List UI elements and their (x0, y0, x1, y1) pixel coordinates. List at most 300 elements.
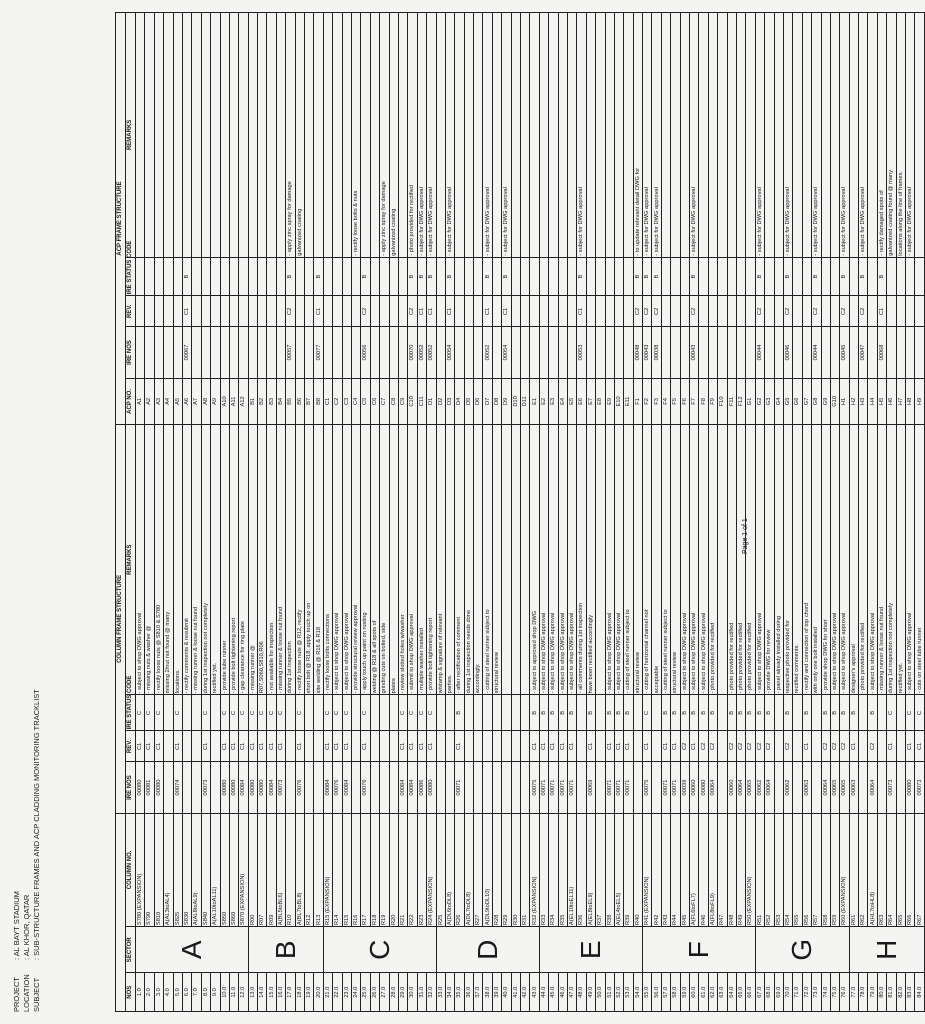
table-row (558, 13, 567, 1012)
cell-nos: 81.0 (887, 973, 896, 1012)
cell-remarks: - subject to shop DWG approval (614, 425, 623, 695)
cell-remarks: locations. (173, 425, 182, 695)
cell-column-no: R10 (286, 813, 295, 926)
cell-acp-no: C5 (361, 378, 370, 424)
cell-remarks: - rectify loose nuts @ S810 & S780 (154, 425, 163, 695)
cell-acp-ire-nos: 00077 (314, 327, 323, 378)
cell-acp-remarks (614, 13, 623, 258)
table-row (624, 13, 633, 1012)
cell-nos: 17.0 (286, 973, 295, 1012)
cell-acp-ire-nos: 00047 (859, 327, 868, 378)
cell-column-no: S870 (EXPANSION) (239, 813, 248, 926)
cell-rev: C1 (239, 731, 248, 762)
cell-rev: C2 (680, 731, 689, 762)
cell-ire-status: C (417, 695, 426, 731)
cell-remarks: acceptable (652, 425, 661, 695)
cell-rev: C1 (530, 731, 539, 762)
cell-acp-ire-nos: 00070 (408, 327, 417, 378)
cell-remarks: rectified comments. (793, 425, 802, 695)
cell-acp-remarks (596, 13, 605, 258)
table-row (286, 13, 295, 1012)
cell-nos: 36.0 (464, 973, 473, 1012)
cell-acp-status (671, 257, 680, 296)
cell-acp-rev (614, 296, 623, 327)
cell-nos: 62.0 (708, 973, 717, 1012)
cell-ire-nos: 00071 (671, 762, 680, 813)
cell-rev: C1 (558, 731, 567, 762)
cell-ire-status: B (614, 695, 623, 731)
cell-column-no: R34 (549, 813, 558, 926)
cell-remarks: - cutting of horizontal channel not (643, 425, 652, 695)
cell-column-no: R28 (492, 813, 501, 926)
cell-remarks: - after rectification of comment (455, 425, 464, 695)
cell-ire-nos: 00064 (765, 762, 774, 813)
cell-acp-status (586, 257, 595, 296)
cell-ire-nos: 00080 (220, 762, 229, 813)
cell-ire-nos: 00084 (342, 762, 351, 813)
cell-rev (652, 731, 661, 762)
cell-ire-nos: 00080 (427, 762, 436, 813)
cell-acp-status (915, 257, 924, 296)
cell-rev: C2 (727, 731, 736, 762)
cell-ire-nos (305, 762, 314, 813)
cell-column-no: R00 (248, 813, 257, 926)
cell-rev (436, 731, 445, 762)
cell-rev: C1 (605, 731, 614, 762)
cell-acp-rev (342, 296, 351, 327)
cell-ire-status: B (624, 695, 633, 731)
sector-cell: A (136, 927, 249, 973)
cell-column-no: A(EL10toEL11) (567, 813, 576, 926)
cell-acp-ire-nos (164, 327, 173, 378)
cell-ire-status (164, 695, 173, 731)
cell-acp-remarks: - subject for DWG approval (906, 13, 915, 258)
cell-column-no: R09 (267, 813, 276, 926)
cell-nos: 10.0 (220, 973, 229, 1012)
cell-nos: 59.0 (680, 973, 689, 1012)
cell-column-no: A(BL7toBL8) (295, 813, 304, 926)
page-number: Page 1 of 1 (742, 518, 749, 554)
cell-column-no: R20 (389, 813, 398, 926)
cell-acp-no: B7 (305, 378, 314, 424)
table-row (201, 13, 210, 1012)
cell-acp-no: F6 (680, 378, 689, 424)
cell-ire-nos (164, 762, 173, 813)
cell-acp-rev: C2 (408, 296, 417, 327)
cell-remarks: - subject to shop DWG approval (567, 425, 576, 695)
cell-remarks: - multiple washer installed (417, 425, 426, 695)
cell-remarks: during 1st inspection not completely (201, 425, 210, 695)
cell-column-no: R32 (EXPANSION) (530, 813, 539, 926)
cell-acp-no: B6 (295, 378, 304, 424)
cell-rev (577, 731, 586, 762)
cell-acp-no: G4 (774, 378, 783, 424)
cell-acp-status (530, 257, 539, 296)
cell-remarks: - submit to shop DWG approval (408, 425, 417, 695)
cell-rev: C1 (427, 731, 436, 762)
cell-nos: 48.0 (577, 973, 586, 1012)
cell-ire-nos: 00065 (840, 762, 849, 813)
cell-acp-no: B8 (314, 378, 323, 424)
cell-remarks: - missing runner & loose nut found (192, 425, 201, 695)
cell-ire-nos (596, 762, 605, 813)
cell-acp-rev (380, 296, 389, 327)
cell-acp-ire-nos (455, 327, 464, 378)
cell-acp-rev (727, 296, 736, 327)
cell-remarks (502, 425, 511, 695)
cell-acp-rev (201, 296, 210, 327)
cell-nos: 47.0 (567, 973, 576, 1012)
cell-column-no: R48 (727, 813, 736, 926)
cell-ire-status: C (248, 695, 257, 731)
table-row (755, 13, 764, 1012)
cell-acp-status: B (840, 257, 849, 296)
header-remarks: REMARKS (126, 425, 136, 695)
cell-acp-status (295, 257, 304, 296)
cell-acp-remarks (164, 13, 173, 258)
cell-nos: 55.0 (643, 973, 652, 1012)
cell-ire-status: B (690, 695, 699, 731)
cell-acp-remarks: galvanized coating (295, 13, 304, 258)
cell-ire-status: C (276, 695, 285, 731)
cell-acp-status (173, 257, 182, 296)
column-header-row (126, 13, 136, 1012)
cell-acp-no: A11 (229, 378, 238, 424)
table-row (455, 13, 464, 1012)
cell-column-no: R50 (EXPANSION) (746, 813, 755, 926)
cell-acp-no: E7 (586, 378, 595, 424)
cell-acp-remarks: - rectify damaged spots of (877, 13, 886, 258)
cell-rev (502, 731, 511, 762)
cell-remarks: R07,S060,S810,R06 (258, 425, 267, 695)
cell-ire-nos: 00039 (680, 762, 689, 813)
cell-nos: 74.0 (821, 973, 830, 1012)
cell-column-no: S780 (EXPANSION) (136, 813, 145, 926)
cell-ire-status: B (586, 695, 595, 731)
cell-column-no: R31 (521, 813, 530, 926)
cell-nos: 64.0 (727, 973, 736, 1012)
cell-ire-status: B (455, 695, 464, 731)
cell-acp-rev (239, 296, 248, 327)
table-row (370, 13, 379, 1012)
cell-acp-ire-nos (380, 327, 389, 378)
cell-rev (464, 731, 473, 762)
cell-ire-status (718, 695, 727, 731)
table-row (267, 13, 276, 1012)
cell-ire-nos (436, 762, 445, 813)
cell-ire-status: C (342, 695, 351, 731)
cell-nos: 7.0 (192, 973, 201, 1012)
cell-acp-ire-nos (351, 327, 360, 378)
cell-rev (521, 731, 530, 762)
cell-acp-status (154, 257, 163, 296)
cell-ire-nos: 00084 (408, 762, 417, 813)
cell-column-no: R55 (793, 813, 802, 926)
cell-rev: C1 (398, 731, 407, 762)
location-label: LOCATION (22, 974, 31, 1012)
cell-remarks: during 1st inspection not completely (887, 425, 896, 695)
cell-column-no: R23 (417, 813, 426, 926)
cell-nos: 32.0 (427, 973, 436, 1012)
table-row (549, 13, 558, 1012)
table-row (295, 13, 304, 1012)
table-row (136, 13, 145, 1012)
cell-acp-remarks (314, 13, 323, 258)
header-column-no: COLUMN NO. (126, 813, 136, 926)
cell-acp-no: A1 (136, 378, 145, 424)
cell-ire-status: B (539, 695, 548, 731)
sector-cell: B (248, 927, 323, 973)
cell-acp-status (258, 257, 267, 296)
cell-acp-no: A10 (220, 378, 229, 424)
cell-acp-no: G9 (821, 378, 830, 424)
table-row (248, 13, 257, 1012)
cell-remarks: missing 2/nut not found @ many (164, 425, 173, 695)
cell-rev: C1 (849, 731, 858, 762)
cell-acp-no: F10 (718, 378, 727, 424)
cell-acp-rev (699, 296, 708, 327)
cell-ire-nos: 00076 (361, 762, 370, 813)
cell-column-no: R24 (EXPANSION) (427, 813, 436, 926)
cell-rev (793, 731, 802, 762)
header-sector: SECTOR (126, 927, 136, 973)
cell-remarks: - not available for inspection (267, 425, 276, 695)
cell-ire-status: C (361, 695, 370, 731)
cell-column-no: R47 (718, 813, 727, 926)
cell-ire-status (896, 695, 905, 731)
cell-ire-nos (474, 762, 483, 813)
cell-column-no: A(HL7toHL8) (868, 813, 877, 926)
cell-acp-ire-nos (173, 327, 182, 378)
table-row (530, 13, 539, 1012)
cell-column-no: S825 (173, 813, 182, 926)
cell-column-no: A(DL9toDL10) (483, 813, 492, 926)
cell-remarks: grinding cuts on bolted, side (380, 425, 389, 695)
cell-acp-remarks (398, 13, 407, 258)
cell-acp-rev: C2 (859, 296, 868, 327)
cell-rev (511, 731, 520, 762)
cell-nos: 39.0 (492, 973, 501, 1012)
cell-acp-status (239, 257, 248, 296)
cell-acp-ire-nos: 00053 (577, 327, 586, 378)
cell-nos: 22.0 (333, 973, 342, 1012)
cell-acp-no: C4 (351, 378, 360, 424)
cell-acp-remarks (680, 13, 689, 258)
cell-ire-status: B (605, 695, 614, 731)
project-value: : AL BAYT STADIUM (12, 891, 21, 960)
cell-acp-status (624, 257, 633, 296)
cell-acp-rev (793, 296, 802, 327)
subject-label: SUBJECT (32, 977, 41, 1012)
cell-acp-ire-nos (192, 327, 201, 378)
cell-acp-rev: C1 (417, 296, 426, 327)
table-row (154, 13, 163, 1012)
cell-acp-ire-nos (305, 327, 314, 378)
cell-acp-no: C2 (333, 378, 342, 424)
cell-acp-status: B (286, 257, 295, 296)
cell-acp-ire-nos (605, 327, 614, 378)
cell-column-no: R49 (737, 813, 746, 926)
cell-acp-rev (323, 296, 332, 327)
cell-nos: 68.0 (765, 973, 774, 1012)
cell-acp-status (276, 257, 285, 296)
cell-acp-remarks (333, 13, 342, 258)
table-row (877, 13, 886, 1012)
cell-acp-status: B (877, 257, 886, 296)
cell-acp-rev (868, 296, 877, 327)
cell-ire-nos: 00065 (830, 762, 839, 813)
cell-acp-no: F3 (652, 378, 661, 424)
cell-acp-rev (389, 296, 398, 327)
cell-remarks: site welding @ R16 & R18 (314, 425, 323, 695)
cell-column-no: R46 (699, 813, 708, 926)
cell-acp-ire-nos: 00038 (652, 327, 661, 378)
cell-acp-rev (661, 296, 670, 327)
cell-column-no: R14 (333, 813, 342, 926)
cell-ire-status: C (427, 695, 436, 731)
cell-acp-status (351, 257, 360, 296)
cell-nos: 66.0 (746, 973, 755, 1012)
cell-ire-status: C (398, 695, 407, 731)
cell-acp-rev (915, 296, 924, 327)
table-row (182, 13, 191, 1012)
cell-acp-remarks: galvanized coating (389, 13, 398, 258)
cell-acp-ire-nos (614, 327, 623, 378)
cell-rev: C1 (614, 731, 623, 762)
cell-acp-status: B (643, 257, 652, 296)
cell-ire-nos (521, 762, 530, 813)
cell-acp-remarks (793, 13, 802, 258)
cell-nos: 13.0 (248, 973, 257, 1012)
cell-acp-no: A5 (173, 378, 182, 424)
cell-ire-nos: 00063 (802, 762, 811, 813)
cell-acp-status (774, 257, 783, 296)
cell-column-no: S850 (220, 813, 229, 926)
cell-ire-nos (492, 762, 501, 813)
cell-acp-status: B (859, 257, 868, 296)
cell-rev (314, 731, 323, 762)
cell-remarks: - missing nuts & washer @ (145, 425, 154, 695)
cell-acp-status (793, 257, 802, 296)
cell-nos: 16.0 (276, 973, 285, 1012)
cell-nos: 38.0 (483, 973, 492, 1012)
cell-nos: 54.0 (633, 973, 642, 1012)
cell-ire-nos: 00076 (295, 762, 304, 813)
cell-nos: 11.0 (229, 973, 238, 1012)
cell-acp-ire-nos (530, 327, 539, 378)
cell-acp-no: H2 (849, 378, 858, 424)
cell-acp-no: G1 (746, 378, 755, 424)
header-acp-ire-nos: IRE NOS (126, 327, 136, 378)
cell-ire-nos: 00080 (699, 762, 708, 813)
cell-acp-rev: C2 (812, 296, 821, 327)
cell-acp-status (211, 257, 220, 296)
table-row (229, 13, 238, 1012)
cell-nos: 35.0 (455, 973, 464, 1012)
cell-remarks: - subject to shop DWG approval (755, 425, 764, 695)
cell-acp-remarks (464, 13, 473, 258)
cell-ire-nos: 00084 (239, 762, 248, 813)
cell-rev (164, 731, 173, 762)
cell-acp-ire-nos (521, 327, 530, 378)
cell-acp-rev (436, 296, 445, 327)
cell-remarks: - subject to shop DWG approval (830, 425, 839, 695)
cell-acp-ire-nos (793, 327, 802, 378)
cell-rev: C1 (624, 731, 633, 762)
cell-nos: 72.0 (802, 973, 811, 1012)
cell-column-no: R54 (783, 813, 792, 926)
cell-acp-no: G7 (802, 378, 811, 424)
table-row (699, 13, 708, 1012)
cell-acp-rev (737, 296, 746, 327)
table-row (492, 13, 501, 1012)
cell-acp-ire-nos (333, 327, 342, 378)
cell-nos: 25.0 (361, 973, 370, 1012)
cell-acp-ire-nos (229, 327, 238, 378)
cell-acp-rev (671, 296, 680, 327)
cell-acp-remarks (830, 13, 839, 258)
cell-column-no: A(FL8toFL9) (708, 813, 717, 926)
cell-acp-no: H9 (915, 378, 924, 424)
cell-remarks: rectified yet. (896, 425, 905, 695)
header-nos: NOS (126, 973, 136, 1012)
table-row (896, 13, 905, 1012)
cell-acp-remarks (211, 13, 220, 258)
cell-rev: C2 (708, 731, 717, 762)
cell-acp-status: B (445, 257, 454, 296)
cell-acp-ire-nos (370, 327, 379, 378)
cell-ire-status: B (530, 695, 539, 731)
cell-acp-no: A3 (154, 378, 163, 424)
cell-remarks: structural review (492, 425, 501, 695)
cell-acp-remarks: - subject for DWG approval (812, 13, 821, 258)
cell-acp-rev (267, 296, 276, 327)
cell-ire-status (652, 695, 661, 731)
cell-column-no: R38 (605, 813, 614, 926)
cell-ire-status: C (201, 695, 210, 731)
table-row (314, 13, 323, 1012)
cell-rev (380, 731, 389, 762)
cell-acp-no: E1 (530, 378, 539, 424)
cell-rev (192, 731, 201, 762)
cell-acp-status (737, 257, 746, 296)
table-row (849, 13, 858, 1012)
cell-acp-no: B4 (276, 378, 285, 424)
cell-acp-rev (248, 296, 257, 327)
cell-column-no: R18 (370, 813, 379, 926)
cell-ire-status: B (783, 695, 792, 731)
cell-rev: C1 (567, 731, 576, 762)
cell-acp-status (220, 257, 229, 296)
cell-acp-remarks (220, 13, 229, 258)
cell-rev: C1 (906, 731, 915, 762)
cell-acp-status (680, 257, 689, 296)
cell-acp-status (333, 257, 342, 296)
cell-ire-nos: 00071 (661, 762, 670, 813)
cell-acp-rev (830, 296, 839, 327)
cell-column-no: R41 (EXPANSION) (643, 813, 652, 926)
cell-acp-no: D5 (464, 378, 473, 424)
cell-rev (718, 731, 727, 762)
cell-nos: 53.0 (624, 973, 633, 1012)
cell-ire-status: C (220, 695, 229, 731)
cell-remarks: during 1st inspection needs done (464, 425, 473, 695)
cell-column-no: A(BL5toBL6) (276, 813, 285, 926)
cell-column-no: R66 (906, 813, 915, 926)
cell-column-no: R40 (633, 813, 642, 926)
table-row (333, 13, 342, 1012)
header-ire-nos: IRE NOS (126, 762, 136, 813)
